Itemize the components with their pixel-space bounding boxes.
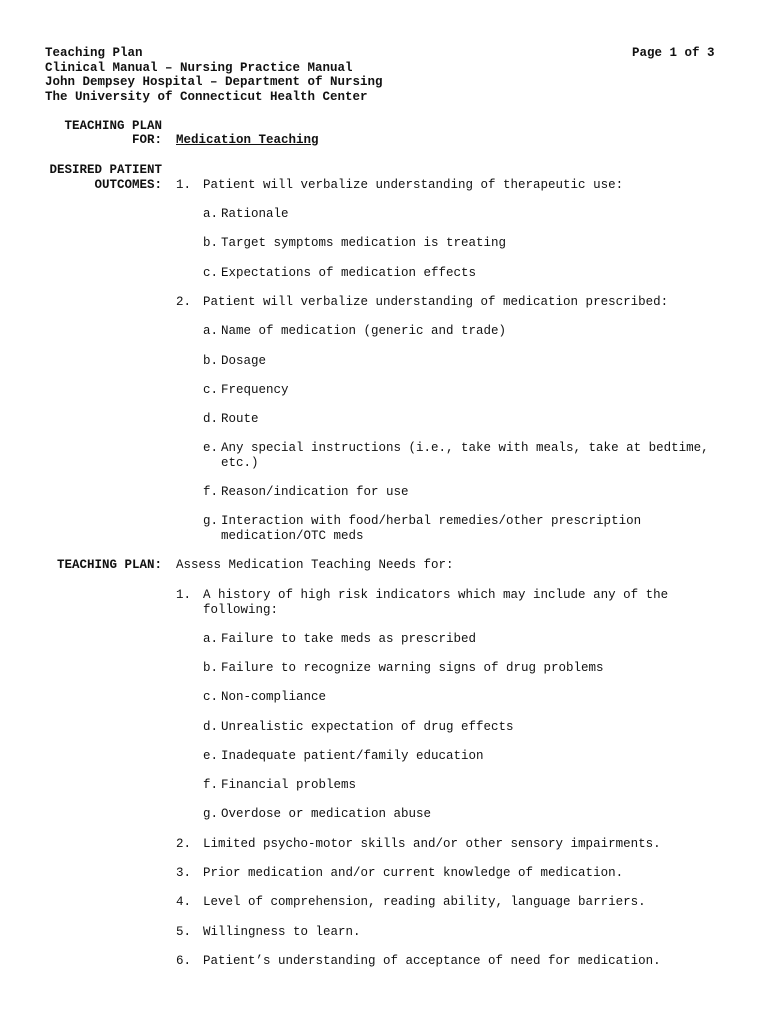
- page-indicator: Page 1 of 3: [632, 46, 715, 60]
- sub-item-text: Expectations of medication effects: [221, 265, 477, 280]
- item-text: Limited psycho-motor skills and/or other sensory impairments.: [203, 837, 661, 851]
- sub-item-letter: a.: [203, 324, 219, 338]
- sub-item-letter: b.: [203, 353, 219, 368]
- item-number: 6.: [176, 954, 192, 968]
- plan-topic: Medication Teaching: [176, 133, 319, 147]
- sub-item-text: Reason/indication for use: [221, 485, 409, 499]
- item-number: 4.: [176, 895, 192, 909]
- sub-item-text: Overdose or medication abuse: [221, 807, 432, 821]
- plan-for-label-line1: TEACHING PLAN: [64, 119, 162, 133]
- sub-item-text: Interaction with food/herbal remedies/other prescription medication/OTC meds: [221, 514, 642, 543]
- sub-item-text: Target symptoms medication is treating: [221, 236, 507, 250]
- item-text: Patient’s understanding of acceptance of need for medication.: [203, 954, 661, 968]
- outcomes-label-line1: DESIRED PATIENT: [49, 163, 162, 177]
- sub-item-text: Name of medication (generic and trade): [221, 324, 507, 338]
- sub-item-text: Failure to recognize warning signs of drug problems: [221, 661, 604, 675]
- header-institution: The University of Connecticut Health Center: [45, 89, 368, 104]
- sub-item-letter: d.: [203, 411, 219, 426]
- outcomes-label-line2: OUTCOMES:: [94, 177, 162, 192]
- item-number: 2.: [176, 837, 192, 851]
- item-text: Patient will verbalize understanding of therapeutic use:: [203, 177, 624, 192]
- sub-item-text: Inadequate patient/family education: [221, 749, 484, 763]
- sub-item-text: Rationale: [221, 207, 289, 221]
- sub-item-letter: e.: [203, 441, 219, 455]
- teaching-plan-label: TEACHING PLAN:: [56, 558, 162, 572]
- sub-item-text: Failure to take meds as prescribed: [221, 632, 477, 646]
- item-number: 5.: [176, 925, 192, 939]
- sub-item-text: Financial problems: [221, 778, 357, 792]
- sub-item-text: Route: [221, 411, 259, 426]
- sub-item-letter: g.: [203, 807, 219, 821]
- header-document-type: Teaching Plan: [45, 46, 143, 60]
- header-manual-title: Clinical Manual – Nursing Practice Manual: [45, 60, 353, 75]
- sub-item-letter: c.: [203, 265, 219, 280]
- sub-item-letter: f.: [203, 485, 219, 499]
- teaching-intro: Assess Medication Teaching Needs for:: [176, 558, 454, 572]
- item-text: A history of high risk indicators which may include any of the following:: [203, 588, 669, 617]
- sub-item-letter: a.: [203, 632, 219, 646]
- sub-item-letter: c.: [203, 382, 219, 397]
- plan-for-label-line2: FOR:: [131, 133, 162, 147]
- item-text: Prior medication and/or current knowledge of medication.: [203, 866, 624, 880]
- sub-item-letter: c.: [203, 690, 219, 704]
- item-number: 2.: [176, 294, 192, 309]
- header-hospital: John Dempsey Hospital – Department of Nursing: [45, 75, 383, 90]
- item-text: Willingness to learn.: [203, 925, 361, 939]
- sub-item-letter: d.: [203, 720, 219, 734]
- sub-item-letter: a.: [203, 207, 219, 221]
- sub-item-letter: g.: [203, 514, 219, 528]
- sub-item-text: Frequency: [221, 382, 289, 397]
- sub-item-letter: f.: [203, 778, 219, 792]
- item-text: Level of comprehension, reading ability, language barriers.: [203, 895, 646, 909]
- item-text: Patient will verbalize understanding of medication prescribed:: [203, 294, 669, 309]
- sub-item-letter: b.: [203, 661, 219, 675]
- sub-item-text: Non-compliance: [221, 690, 327, 704]
- sub-item-letter: e.: [203, 749, 219, 763]
- item-number: 1.: [176, 177, 192, 192]
- item-number: 3.: [176, 866, 192, 880]
- sub-item-text: Dosage: [221, 353, 267, 368]
- item-number: 1.: [176, 588, 192, 602]
- sub-item-letter: b.: [203, 236, 219, 250]
- sub-item-text: Any special instructions (i.e., take with meals, take at bedtime, etc.): [221, 441, 709, 470]
- sub-item-text: Unrealistic expectation of drug effects: [221, 720, 514, 734]
